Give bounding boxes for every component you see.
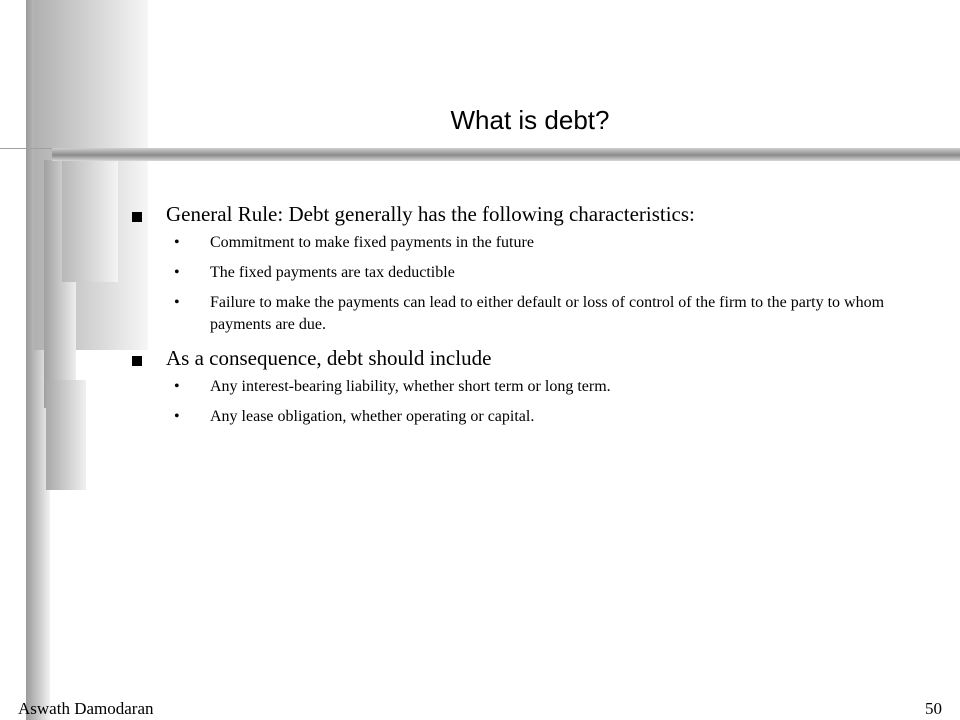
main-bullet	[132, 344, 902, 372]
footer-author: Aswath Damodaran	[18, 699, 154, 718]
main-bullet-text: General Rule: Debt generally has the following characteristics:	[166, 202, 695, 226]
dot-bullet-icon: •	[174, 234, 180, 251]
sub-bullet: • Commitment to make fixed payments in the future	[132, 232, 902, 254]
dot-bullet-icon: •	[174, 294, 180, 311]
square-bullet-icon	[132, 356, 142, 366]
page-number: 50	[925, 699, 942, 718]
sub-bullet: • Any lease obligation, whether operating or capital.	[132, 406, 902, 428]
sub-bullet-list	[132, 232, 902, 336]
sub-bullet: • Failure to make the payments can lead to either default or loss of control of the firm to the party to whom payments are due.	[174, 294, 885, 333]
decorative-bar	[62, 160, 118, 282]
decorative-bar	[46, 380, 86, 490]
sub-bullet: • The fixed payments are tax deductible	[132, 262, 902, 284]
dot-bullet-icon: •	[174, 408, 180, 425]
square-bullet-icon	[132, 212, 142, 222]
main-bullet-text: As a consequence, debt should include	[166, 346, 492, 370]
dot-bullet-icon: •	[174, 378, 180, 395]
slide-content	[132, 196, 902, 436]
sub-bullet: • Any interest-bearing liability, whether short term or long term.	[132, 376, 902, 398]
slide-title: What is debt?	[450, 105, 610, 135]
main-bullet	[132, 200, 902, 228]
title-divider	[52, 148, 960, 161]
dot-bullet-icon: •	[174, 264, 180, 281]
sub-bullet-list	[132, 376, 902, 428]
